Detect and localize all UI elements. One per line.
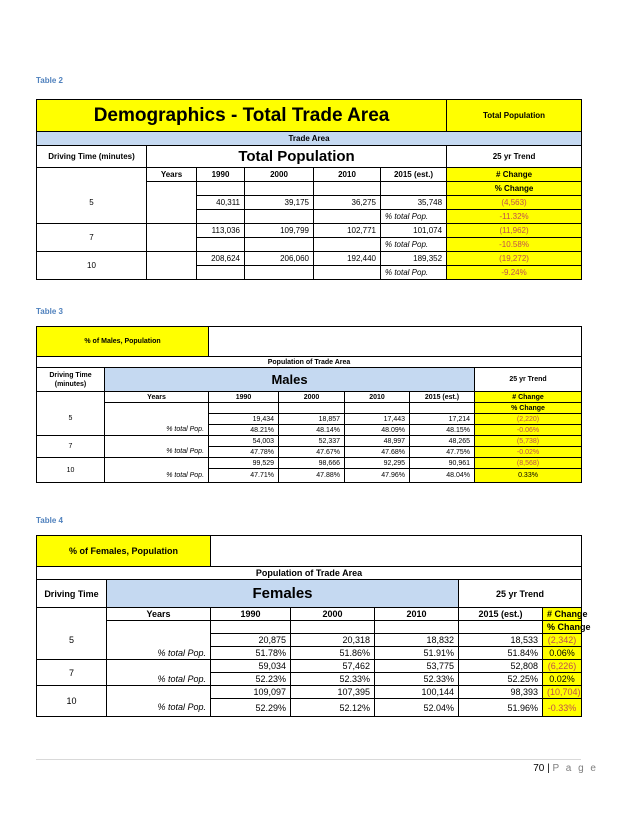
table-row: [37, 414, 582, 425]
table-title: % of Females, Population: [37, 536, 211, 567]
col-header: 1990: [211, 608, 291, 621]
value-2010: 92,295: [345, 458, 410, 469]
page-word: P a g e: [552, 763, 598, 774]
pct-2015: 51.96%: [459, 699, 543, 717]
table-row: [37, 580, 582, 608]
pct-1990: 52.29%: [211, 699, 291, 717]
table-row: [37, 357, 582, 368]
pct-change: -0.33%: [543, 699, 582, 717]
pct-change: 0.33%: [475, 469, 582, 483]
col-header: 2010: [314, 168, 381, 182]
driving-time-value: 7: [37, 224, 147, 252]
population-trade-header: Population of Trade Area: [37, 357, 582, 368]
table-row: [37, 182, 582, 196]
value-2015: 48,265: [410, 436, 475, 447]
driving-time-value: 7: [37, 660, 107, 686]
table-row: [37, 327, 582, 357]
table-row: [37, 608, 582, 621]
pct-change-header: % Change: [447, 182, 582, 196]
value-1990: 113,036: [197, 224, 245, 238]
pct-2000: 51.86%: [291, 647, 375, 660]
col-header: 2000: [245, 168, 314, 182]
driving-time-value: 5: [37, 403, 105, 436]
col-header: # Change: [543, 608, 582, 621]
value-2015: 18,533: [459, 634, 543, 647]
table-4-females: [36, 535, 591, 717]
pct-label: % total Pop.: [381, 238, 447, 252]
pct-change: -9.24%: [447, 266, 582, 280]
pct-2010: 52.33%: [375, 673, 459, 686]
pct-2015: 48.04%: [410, 469, 475, 483]
driving-time-value: 10: [37, 252, 147, 280]
value-1990: 208,624: [197, 252, 245, 266]
pct-label: % total Pop.: [381, 210, 447, 224]
pct-2015: 48.15%: [410, 425, 475, 436]
number-change: (10,704): [543, 686, 582, 699]
value-1990: 20,875: [211, 634, 291, 647]
value-2015: 98,393: [459, 686, 543, 699]
value-1990: 19,434: [209, 414, 279, 425]
table-row: [37, 132, 582, 146]
value-1990: 40,311: [197, 196, 245, 210]
value-2000: 206,060: [245, 252, 314, 266]
trend-header: 25 yr Trend: [447, 146, 582, 168]
pct-change: 0.06%: [543, 647, 582, 660]
value-2015: 90,961: [410, 458, 475, 469]
table-3-males: [36, 326, 582, 483]
col-header: 2000: [279, 392, 345, 403]
number-change: (5,738): [475, 436, 582, 447]
table-row: [37, 469, 582, 483]
value-2000: 39,175: [245, 196, 314, 210]
trend-header: 25 yr Trend: [475, 368, 582, 392]
col-header: Years: [147, 168, 197, 182]
pct-2015: 52.25%: [459, 673, 543, 686]
pct-1990: 52.23%: [211, 673, 291, 686]
pct-2000: 48.14%: [279, 425, 345, 436]
value-2000: 18,857: [279, 414, 345, 425]
table-row: [37, 660, 582, 673]
pct-2010: 48.09%: [345, 425, 410, 436]
pct-change: 0.02%: [543, 673, 582, 686]
value-2000: 20,318: [291, 634, 375, 647]
driving-time-header: Driving Time (minutes): [37, 146, 147, 168]
table-row: [37, 224, 582, 238]
number-change: (4,563): [447, 196, 582, 210]
pct-2000: 47.88%: [279, 469, 345, 483]
value-2015: 101,074: [381, 224, 447, 238]
table-row: [37, 567, 582, 580]
table-row: [37, 392, 582, 403]
table-row: [37, 403, 582, 414]
driving-time-header: Driving Time: [37, 580, 107, 608]
pct-1990: 48.21%: [209, 425, 279, 436]
table-row: [37, 425, 582, 436]
pct-change: -0.06%: [475, 425, 582, 436]
table-row: [37, 621, 582, 634]
pct-change: -11.32%: [447, 210, 582, 224]
pct-2000: 47.67%: [279, 447, 345, 458]
footer-divider: [36, 759, 581, 760]
section-title: Males: [105, 368, 475, 392]
page-number: 70: [533, 763, 545, 774]
value-2000: 98,666: [279, 458, 345, 469]
pct-change: -10.58%: [447, 238, 582, 252]
pct-1990: 47.78%: [209, 447, 279, 458]
col-header: 2010: [375, 608, 459, 621]
table-row: [37, 536, 582, 567]
trade-area-header: Trade Area: [37, 132, 582, 146]
number-change: (2,342): [543, 634, 582, 647]
col-header: 2010: [345, 392, 410, 403]
driving-time-value: 10: [37, 458, 105, 483]
table-4-caption: Table 4: [36, 516, 63, 525]
value-2010: 192,440: [314, 252, 381, 266]
value-2015: 35,748: [381, 196, 447, 210]
trend-header: 25 yr Trend: [459, 580, 582, 608]
number-change: (11,962): [447, 224, 582, 238]
pct-change: -0.02%: [475, 447, 582, 458]
value-2010: 100,144: [375, 686, 459, 699]
section-title: Females: [107, 580, 459, 608]
pct-2000: 52.33%: [291, 673, 375, 686]
col-header: 2015 (est.): [381, 168, 447, 182]
pct-label: % total Pop.: [105, 425, 209, 436]
table-row: [37, 146, 582, 168]
table-row: [37, 252, 582, 266]
value-2010: 36,275: [314, 196, 381, 210]
col-header: Years: [107, 608, 211, 621]
number-change: (2,220): [475, 414, 582, 425]
value-1990: 99,529: [209, 458, 279, 469]
value-2000: 57,462: [291, 660, 375, 673]
value-2010: 53,775: [375, 660, 459, 673]
table-row: [37, 699, 582, 717]
pct-label: % total Pop.: [107, 699, 211, 717]
value-1990: 59,034: [211, 660, 291, 673]
page-separator: |: [547, 763, 550, 774]
table-3-caption: Table 3: [36, 307, 63, 316]
value-2010: 48,997: [345, 436, 410, 447]
value-2010: 17,443: [345, 414, 410, 425]
pct-label: % total Pop.: [381, 266, 447, 280]
col-header: 2015 (est.): [410, 392, 475, 403]
table-2-caption: Table 2: [36, 76, 63, 85]
col-header: 1990: [197, 168, 245, 182]
driving-time-header: Driving Time (minutes): [37, 368, 105, 392]
section-title: Total Population: [147, 146, 447, 168]
pct-1990: 47.71%: [209, 469, 279, 483]
col-header: 2015 (est.): [459, 608, 543, 621]
value-2010: 102,771: [314, 224, 381, 238]
value-2000: 109,799: [245, 224, 314, 238]
table-row: [37, 458, 582, 469]
pct-2015: 51.84%: [459, 647, 543, 660]
value-2015: 17,214: [410, 414, 475, 425]
number-change: (6,226): [543, 660, 582, 673]
value-1990: 109,097: [211, 686, 291, 699]
table-row: [37, 100, 582, 132]
pct-2010: 47.68%: [345, 447, 410, 458]
value-2015: 189,352: [381, 252, 447, 266]
table-row: [37, 368, 582, 392]
value-2015: 52,808: [459, 660, 543, 673]
driving-time-value: 7: [37, 436, 105, 458]
table-row: [37, 634, 582, 647]
table-row: [37, 686, 582, 699]
value-2000: 107,395: [291, 686, 375, 699]
page-footer: [533, 763, 598, 774]
driving-time-value: 5: [37, 621, 107, 660]
pct-label: % total Pop.: [107, 647, 211, 660]
pct-change-header: % Change: [543, 621, 582, 634]
col-header: # Change: [447, 168, 582, 182]
col-header: 1990: [209, 392, 279, 403]
pct-label: % total Pop.: [105, 447, 209, 458]
pct-change-header: % Change: [475, 403, 582, 414]
driving-time-value: 10: [37, 686, 107, 717]
pct-2010: 47.96%: [345, 469, 410, 483]
population-trade-header: Population of Trade Area: [37, 567, 582, 580]
table-row: [37, 168, 582, 182]
driving-time-value: 5: [37, 182, 147, 224]
value-1990: 54,003: [209, 436, 279, 447]
table-row: [37, 436, 582, 447]
corner-label: Total Population: [447, 100, 582, 132]
value-2010: 18,832: [375, 634, 459, 647]
table-row: [37, 447, 582, 458]
table-row: [37, 647, 582, 660]
table-2-total-population: [36, 99, 582, 280]
col-header: 2000: [291, 608, 375, 621]
pct-2010: 51.91%: [375, 647, 459, 660]
pct-label: % total Pop.: [105, 469, 209, 483]
number-change: (19,272): [447, 252, 582, 266]
pct-2010: 52.04%: [375, 699, 459, 717]
table-title: Demographics - Total Trade Area: [37, 100, 447, 132]
table-title: % of Males, Population: [37, 327, 209, 357]
col-header: # Change: [475, 392, 582, 403]
pct-2015: 47.75%: [410, 447, 475, 458]
pct-label: % total Pop.: [107, 673, 211, 686]
value-2000: 52,337: [279, 436, 345, 447]
col-header: Years: [105, 392, 209, 403]
number-change: (8,568): [475, 458, 582, 469]
pct-2000: 52.12%: [291, 699, 375, 717]
table-row: [37, 673, 582, 686]
pct-1990: 51.78%: [211, 647, 291, 660]
